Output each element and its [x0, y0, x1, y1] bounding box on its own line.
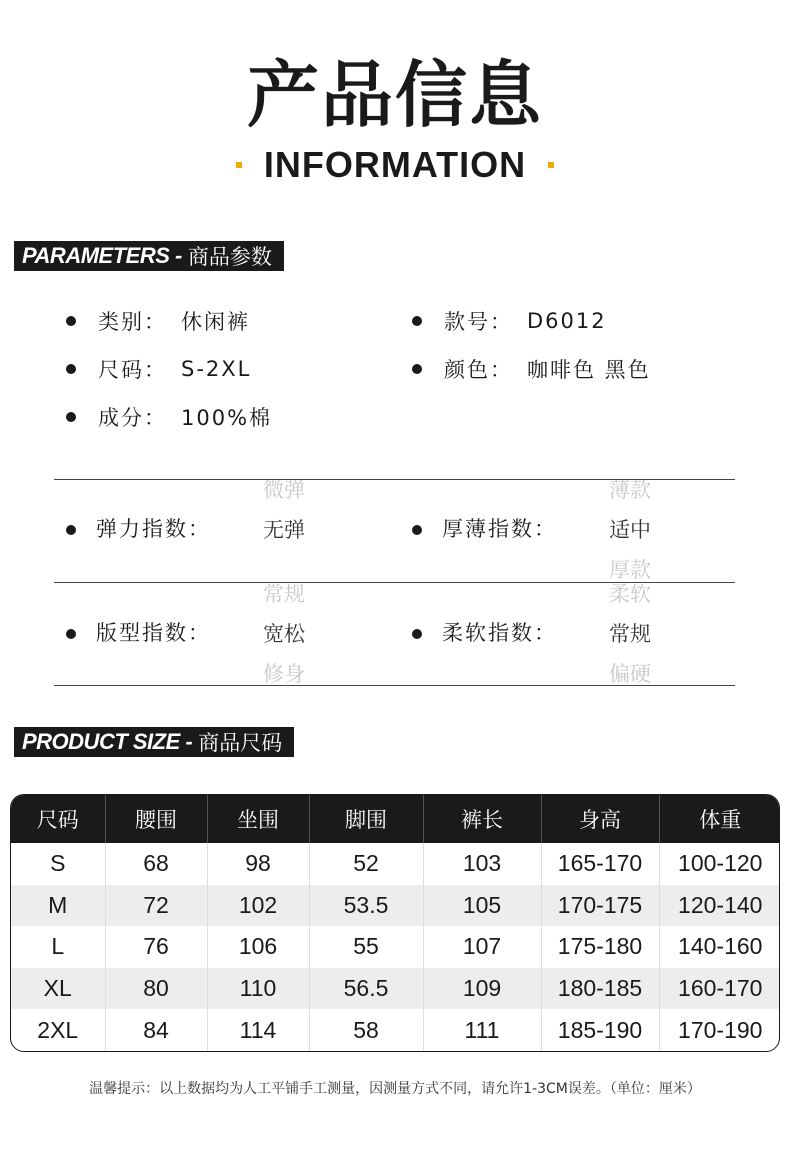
bullet-icon: [66, 316, 76, 326]
table-cell: 58: [309, 1009, 423, 1051]
index-label: 厚薄指数：: [442, 517, 557, 541]
param-value: S-2XL: [181, 357, 252, 381]
table-row: [11, 1009, 780, 1051]
table-cell: S: [11, 843, 105, 885]
parameters-tag-cn: 商品参数: [187, 245, 272, 269]
page-title: 产品信息: [246, 53, 543, 137]
table-cell: 165-170: [541, 843, 659, 885]
bullet-icon: [412, 364, 422, 374]
table-cell: 114: [207, 1009, 309, 1051]
divider: [54, 685, 735, 686]
column-header: 脚围: [309, 795, 423, 843]
accent-dot-right: [548, 162, 554, 168]
table-cell: 110: [207, 968, 309, 1010]
table-cell: 109: [423, 968, 541, 1010]
size-section-tag: [14, 727, 294, 757]
scale-option-prev: 柔软: [609, 584, 651, 606]
scale-option-selected: 宽松: [263, 622, 305, 646]
size-tag-cn: 商品尺码: [198, 731, 283, 755]
index-scale: [609, 584, 689, 684]
param-color: [412, 354, 651, 384]
size-tag-en: PRODUCT SIZE -: [22, 729, 193, 754]
index-scale: [263, 584, 343, 684]
index-label: 版型指数：: [96, 621, 211, 645]
table-cell: 111: [423, 1009, 541, 1051]
bullet-icon: [66, 412, 76, 422]
index-fit: [54, 584, 394, 684]
table-row: [11, 968, 780, 1010]
table-cell: 76: [105, 926, 207, 968]
table-cell: 170-175: [541, 885, 659, 927]
index-elasticity: [54, 480, 394, 580]
bullet-icon: [66, 364, 76, 374]
table-cell: 98: [207, 843, 309, 885]
column-header: 体重: [659, 795, 780, 843]
scale-option-next: 厚款: [609, 558, 651, 580]
table-cell: 175-180: [541, 926, 659, 968]
column-header: 尺码: [11, 795, 105, 843]
table-cell: 107: [423, 926, 541, 968]
divider: [54, 582, 735, 583]
index-label: 柔软指数：: [442, 621, 557, 645]
index-scale: [609, 480, 689, 580]
table-cell: 2XL: [11, 1009, 105, 1051]
table-row: [11, 843, 780, 885]
table-cell: L: [11, 926, 105, 968]
column-header: 坐围: [207, 795, 309, 843]
table-cell: XL: [11, 968, 105, 1010]
column-header: 裤长: [423, 795, 541, 843]
param-size-range: [66, 354, 251, 384]
index-thickness: [400, 480, 740, 580]
bullet-icon: [412, 316, 422, 326]
index-label: 弹力指数：: [96, 517, 211, 541]
param-value: 休闲裤: [181, 310, 250, 334]
bullet-icon: [66, 629, 76, 639]
index-row: [54, 584, 735, 684]
table-cell: 106: [207, 926, 309, 968]
scale-option-selected: 适中: [609, 518, 651, 542]
param-style-number: [412, 306, 607, 336]
table-cell: 52: [309, 843, 423, 885]
table-cell: M: [11, 885, 105, 927]
subtitle-text: INFORMATION: [263, 144, 527, 185]
table-cell: 53.5: [309, 885, 423, 927]
table-cell: 55: [309, 926, 423, 968]
scale-option-prev: 常规: [263, 584, 305, 606]
index-scale: [263, 480, 343, 580]
table-cell: 100-120: [678, 850, 763, 877]
param-label: 颜色：: [444, 358, 513, 382]
table-cell: 185-190: [541, 1009, 659, 1051]
table-cell: 102: [207, 885, 309, 927]
param-label: 款号：: [444, 310, 513, 334]
table-cell: 84: [105, 1009, 207, 1051]
table-cell: 140-160: [678, 933, 763, 960]
scale-option-selected: 常规: [609, 622, 651, 646]
param-label: 尺码：: [98, 358, 167, 382]
page-subtitle: [0, 140, 790, 190]
table-cell: 180-185: [541, 968, 659, 1010]
scale-option-selected: 无弹: [263, 518, 305, 542]
bullet-icon: [412, 525, 422, 535]
param-value: D6012: [527, 309, 607, 333]
scale-option-prev: 薄款: [609, 480, 651, 502]
scale-option-next: 修身: [263, 662, 305, 684]
param-value: 咖啡色 黑色: [527, 358, 651, 382]
parameters-tag-en: PARAMETERS -: [22, 243, 182, 268]
table-cell: 68: [105, 843, 207, 885]
table-header-row: [11, 795, 780, 843]
scale-option-prev: 微弹: [263, 480, 305, 502]
param-label: 类别：: [98, 310, 167, 334]
table-cell: 103: [423, 843, 541, 885]
column-header: 腰围: [105, 795, 207, 843]
index-row: [54, 480, 735, 580]
parameters-section-tag: [14, 241, 284, 271]
table-cell: 160-170: [659, 968, 780, 1010]
table-cell: 120-140: [659, 885, 780, 927]
table-row: [11, 926, 780, 968]
column-header: 身高: [541, 795, 659, 843]
bullet-icon: [66, 525, 76, 535]
table-cell: 56.5: [309, 968, 423, 1010]
table-cell: 72: [105, 885, 207, 927]
table-cell: 170-190: [678, 1016, 763, 1043]
table-cell: 105: [423, 885, 541, 927]
bullet-icon: [412, 629, 422, 639]
accent-dot-left: [236, 162, 242, 168]
table-cell: 80: [105, 968, 207, 1010]
param-label: 成分：: [98, 406, 167, 430]
param-material: [66, 402, 272, 432]
index-softness: [400, 584, 740, 684]
param-category: [66, 306, 250, 336]
size-table: [10, 794, 780, 1052]
size-footnote: 温馨提示：以上数据均为人工平铺手工测量，因测量方式不同，请允许1-3CM误差。（单位：厘米）: [89, 1081, 701, 1097]
scale-option-next: 偏硬: [609, 662, 651, 684]
table-row: [11, 885, 780, 927]
param-value: 100%棉: [181, 406, 273, 430]
